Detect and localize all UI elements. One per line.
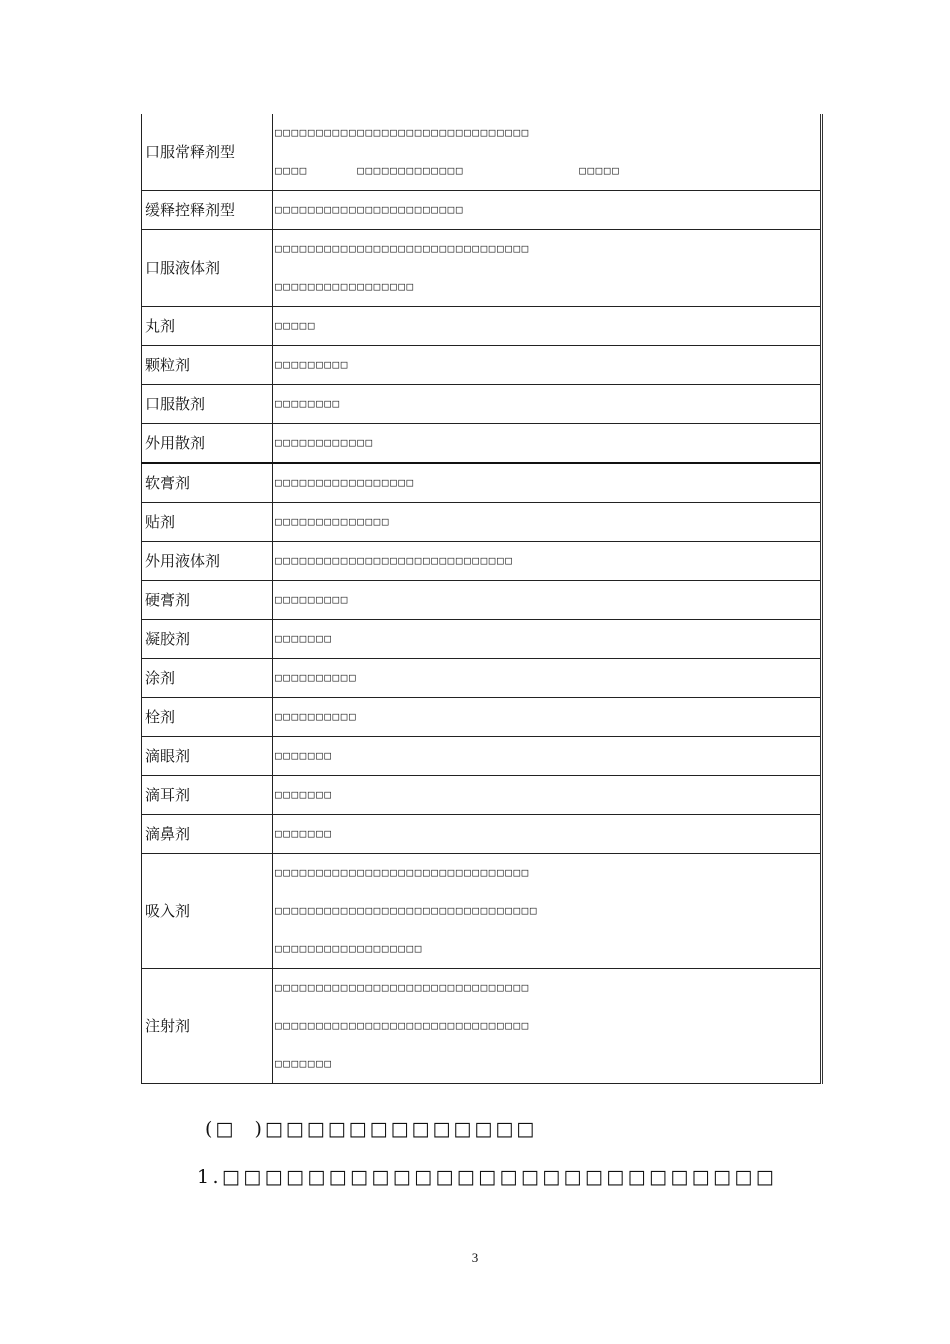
dosage-form-name: 颗粒剂 — [142, 346, 273, 385]
dosage-form-name: 滴耳剂 — [142, 776, 273, 815]
dosage-form-name: 吸入剂 — [142, 854, 273, 969]
dosage-form-table — [141, 114, 823, 1084]
table-row — [142, 581, 822, 620]
dosage-form-name: 涂剂 — [142, 659, 273, 698]
dosage-form-description — [273, 815, 822, 854]
description-line: □□□□□□□□□□□□ — [275, 436, 374, 449]
dosage-form-description — [273, 620, 822, 659]
description-line: □□□□□□□□□□□□□□ — [275, 515, 391, 528]
description-line: □□□□□□□□□□ — [275, 710, 358, 723]
description-line: □□□□□ — [275, 319, 317, 332]
dosage-form-name: 凝胶剂 — [142, 620, 273, 659]
dosage-form-description — [273, 698, 822, 737]
table-row — [142, 854, 822, 969]
dosage-form-description — [273, 307, 822, 346]
dosage-form-name: 注射剂 — [142, 969, 273, 1084]
dosage-form-name: 外用散剂 — [142, 424, 273, 464]
description-line: □□□□□□□ — [275, 1057, 333, 1070]
section-heading: (□ )□□□□□□□□□□□□□ — [205, 1118, 538, 1140]
table-row — [142, 463, 822, 503]
dosage-form-description — [273, 969, 822, 1084]
dosage-form-description — [273, 230, 822, 307]
dosage-form-name: 硬膏剂 — [142, 581, 273, 620]
dosage-form-name: 缓释控释剂型 — [142, 191, 273, 230]
table-row — [142, 114, 822, 191]
dosage-form-description — [273, 191, 822, 230]
description-line: □□□□□□□ — [275, 827, 333, 840]
table-row — [142, 737, 822, 776]
dosage-form-name: 软膏剂 — [142, 463, 273, 503]
table-row — [142, 230, 822, 307]
description-line: □□□□□□□□□ — [275, 593, 350, 606]
dosage-form-name: 口服散剂 — [142, 385, 273, 424]
table-row — [142, 620, 822, 659]
table-row — [142, 503, 822, 542]
description-line: □□□□□□□□□□□□□□□□□□□□□□□□□□□□□□□ — [275, 866, 530, 879]
description-line: □□□□□□□□□□□□□□□□□□□□□□□□□□□□□□□ — [275, 1019, 530, 1032]
dosage-form-name: 丸剂 — [142, 307, 273, 346]
dosage-form-description — [273, 581, 822, 620]
description-line: □□□□□□□□□□□□□□□□□□□□□□□□□□□□□ — [275, 554, 514, 567]
table-row — [142, 424, 822, 464]
dosage-form-description — [273, 503, 822, 542]
description-line: □□□□□□□ — [275, 632, 333, 645]
description-line: □□□□□□□□□□□□□□□□□□□□□□□□□□□□□□□□ — [275, 904, 539, 917]
paragraph: 1.□□□□□□□□□□□□□□□□□□□□□□□□□□ — [197, 1166, 778, 1188]
dosage-form-description — [273, 542, 822, 581]
description-line: □□□□□□□ — [275, 788, 333, 801]
table-row — [142, 191, 822, 230]
description-line: □□□□□□□□□ — [275, 358, 350, 371]
description-line: □□□□□□□□□□□□□□□□□ — [275, 476, 415, 489]
dosage-form-description — [273, 463, 822, 503]
dosage-form-description — [273, 737, 822, 776]
dosage-form-name: 贴剂 — [142, 503, 273, 542]
dosage-form-name: 滴鼻剂 — [142, 815, 273, 854]
description-line: □□□□□□□□□□□□□□□□□□□□□□□ — [275, 203, 465, 216]
description-line: □□□□□□□□□□□□□□□□□ — [275, 280, 415, 293]
dosage-form-description — [273, 424, 822, 464]
description-line: □□□□□□□□□□□□□□□□□□□□□□□□□□□□□□□ — [275, 242, 530, 255]
dosage-form-description — [273, 346, 822, 385]
table-row — [142, 385, 822, 424]
dosage-form-name: 滴眼剂 — [142, 737, 273, 776]
description-line: □□□□□□□ — [275, 749, 333, 762]
table-row — [142, 307, 822, 346]
table-row — [142, 659, 822, 698]
dosage-form-name: 外用液体剂 — [142, 542, 273, 581]
dosage-form-description — [273, 776, 822, 815]
description-line: □□□□ □□□□□□□□□□□□□ □□□□□ — [275, 164, 621, 177]
table-body — [142, 114, 822, 1084]
table-row — [142, 698, 822, 737]
description-line: □□□□□□□□□□ — [275, 671, 358, 684]
table-row — [142, 346, 822, 385]
dosage-form-description — [273, 114, 822, 191]
description-line: □□□□□□□□ — [275, 397, 341, 410]
description-line: □□□□□□□□□□□□□□□□□□ — [275, 942, 424, 955]
table-row — [142, 969, 822, 1084]
dosage-form-name: 口服液体剂 — [142, 230, 273, 307]
dosage-form-description — [273, 659, 822, 698]
description-line: □□□□□□□□□□□□□□□□□□□□□□□□□□□□□□□ — [275, 126, 530, 139]
table-row — [142, 776, 822, 815]
description-line: □□□□□□□□□□□□□□□□□□□□□□□□□□□□□□□ — [275, 981, 530, 994]
table-row — [142, 542, 822, 581]
page-number: 3 — [471, 1250, 479, 1265]
dosage-form-description — [273, 385, 822, 424]
dosage-form-name: 口服常释剂型 — [142, 114, 273, 191]
table-row — [142, 815, 822, 854]
dosage-form-description — [273, 854, 822, 969]
dosage-form-name: 栓剂 — [142, 698, 273, 737]
